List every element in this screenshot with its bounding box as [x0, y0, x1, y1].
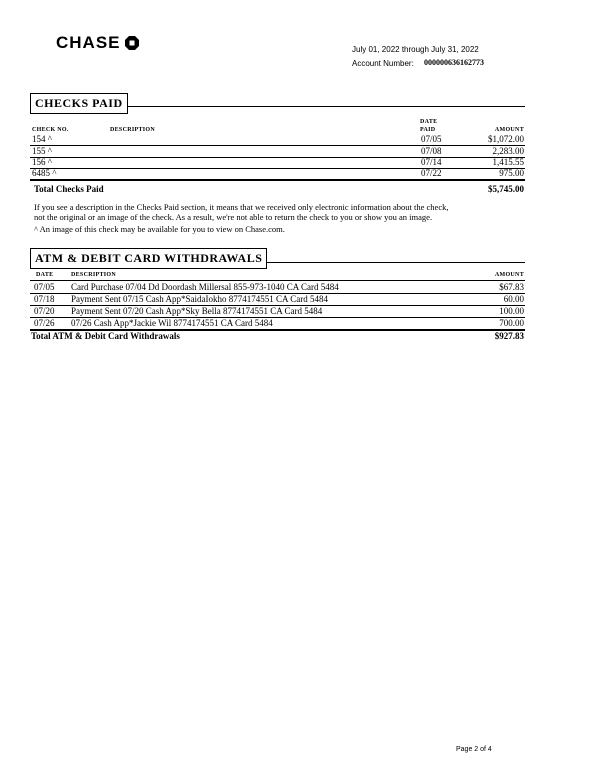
atm-row-amount: $67.83	[499, 282, 524, 292]
check-row-date: 07/14	[421, 157, 442, 167]
atm-col-date: DATE	[36, 272, 54, 278]
atm-row-date: 07/05	[34, 282, 55, 292]
chase-logo	[56, 33, 139, 53]
checks-total-amount: $5,745.00	[488, 184, 524, 194]
check-row-date: 07/08	[421, 146, 442, 156]
check-row-amount: 975.00	[499, 168, 524, 178]
check-row-no: 155 ^	[32, 146, 52, 156]
checks-note-line2: not the original or an image of the check. As a result, we're not able to return the check to you or show you an image.	[34, 212, 433, 222]
atm-total-amount: $927.83	[494, 331, 524, 341]
atm-row-date: 07/26	[34, 318, 55, 328]
atm-row-date: 07/18	[34, 294, 55, 304]
statement-period: July 01, 2022 through July 31, 2022	[352, 45, 479, 54]
check-row-date: 07/22	[421, 168, 442, 178]
check-row-no: 156 ^	[32, 157, 52, 167]
checks-total-label: Total Checks Paid	[34, 184, 104, 194]
checks-col-amount: AMOUNT	[494, 127, 524, 133]
checks-col-date-line2: PAID	[420, 127, 436, 133]
atm-row-amount: 60.00	[503, 294, 524, 304]
check-row-no: 6485 ^	[32, 168, 57, 178]
checks-col-date-line1: DATE	[420, 119, 438, 125]
checks-image-note: ^ An image of this check may be available for you to view on Chase.com.	[34, 224, 285, 234]
atm-row-amount: 100.00	[499, 306, 524, 316]
account-number: 000000636162773	[424, 58, 484, 67]
atm-row-date: 07/20	[34, 306, 55, 316]
check-row-amount: 1,415.55	[492, 157, 524, 167]
check-row-no: 154 ^	[32, 134, 52, 144]
atm-row-description: 07/26 Cash App*Jackie Wil 8774174551 CA Card 5484	[71, 318, 273, 328]
atm-row-amount: 700.00	[499, 318, 524, 328]
account-number-label: Account Number:	[352, 59, 414, 68]
check-row-amount: 2,283.00	[492, 146, 524, 156]
brand-name: CHASE	[56, 33, 121, 52]
atm-section-title: ATM & DEBIT CARD WITHDRAWALS	[30, 248, 267, 269]
row-divider	[30, 280, 525, 281]
checks-col-description: DESCRIPTION	[110, 127, 155, 133]
atm-row-description: Card Purchase 07/04 Dd Doordash Millersal 855-973-1040 CA Card 5484	[71, 282, 339, 292]
checks-section-title: CHECKS PAID	[30, 93, 128, 114]
check-row-amount: $1,072.00	[488, 134, 524, 144]
atm-col-description: DESCRIPTION	[71, 272, 116, 278]
chase-octagon-icon	[125, 36, 139, 50]
total-divider	[30, 179, 525, 181]
atm-row-description: Payment Sent 07/20 Cash App*Sky Bella 8774174551 CA Card 5484	[71, 306, 323, 316]
check-row-date: 07/05	[421, 134, 442, 144]
atm-col-amount: AMOUNT	[494, 272, 524, 278]
checks-col-check-no: CHECK NO.	[32, 127, 69, 133]
checks-note-line1: If you see a description in the Checks Paid section, it means that we received only electronic information about the check,	[34, 202, 449, 212]
atm-total-label: Total ATM & Debit Card Withdrawals	[31, 331, 180, 341]
page-number: Page 2 of 4	[456, 746, 492, 753]
atm-row-description: Payment Sent 07/15 Cash App*SaidaIokho 8774174551 CA Card 5484	[71, 294, 328, 304]
